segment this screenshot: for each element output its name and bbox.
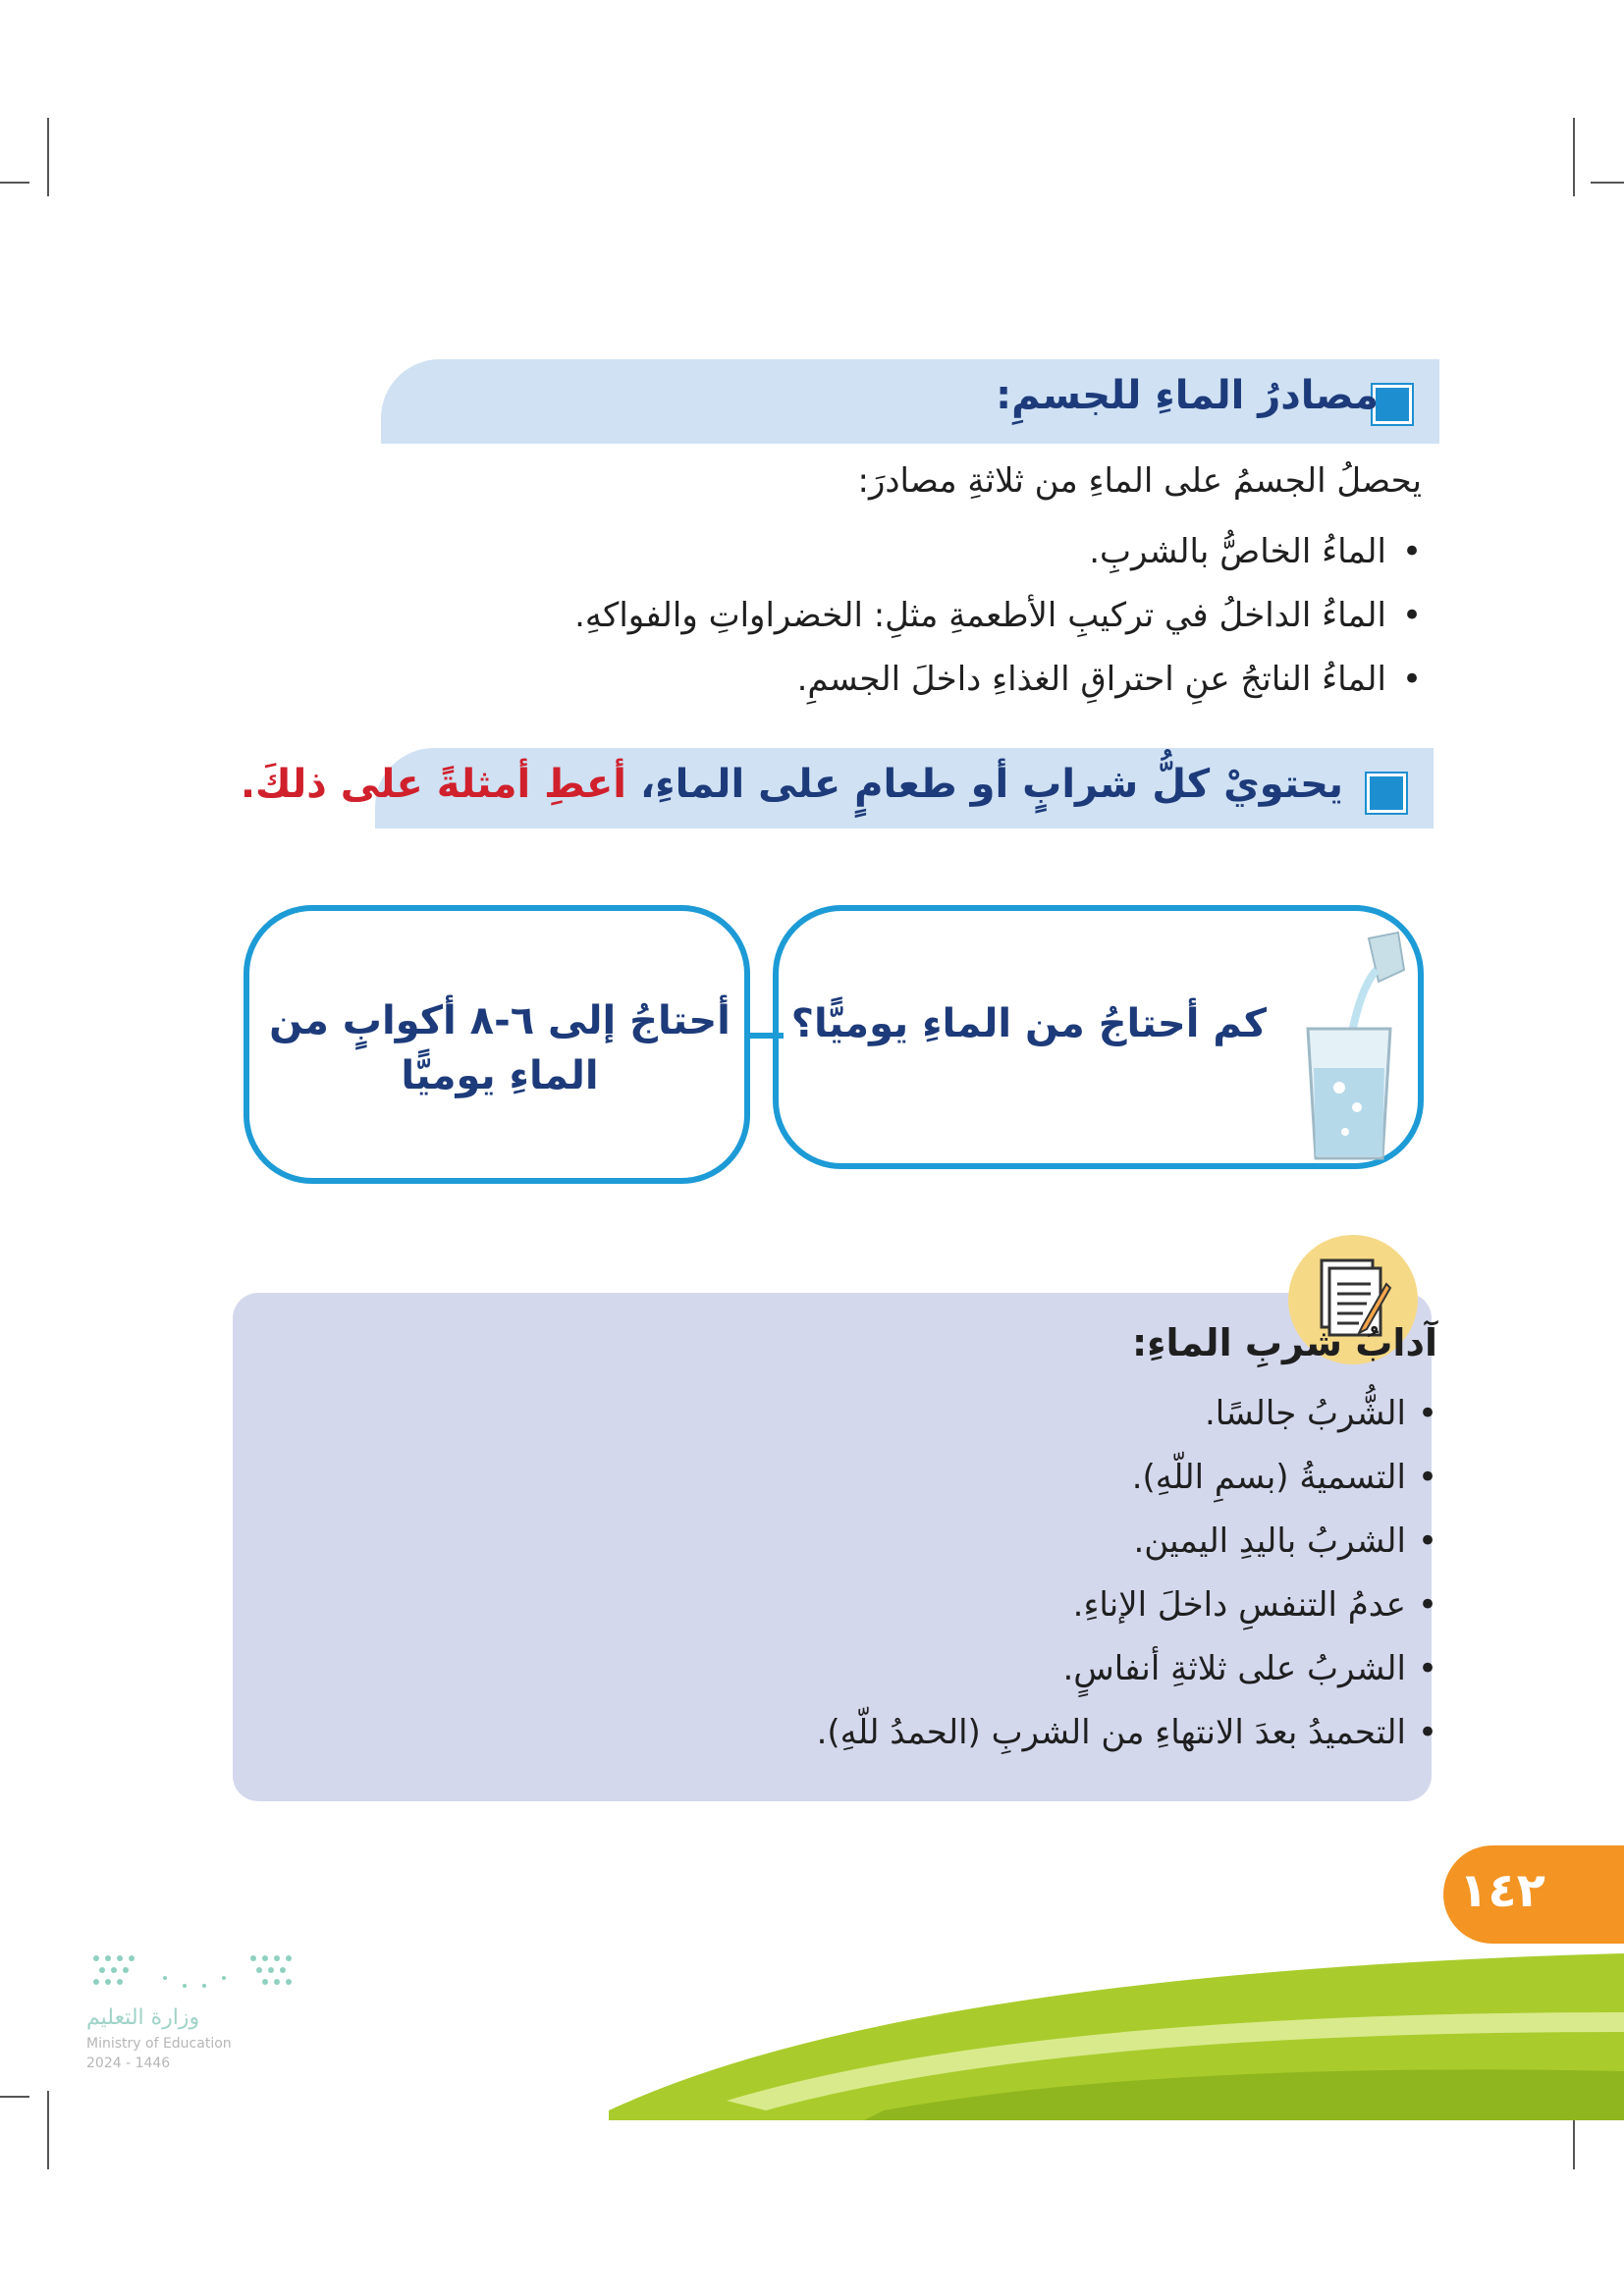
- page-number-tab: [1443, 1845, 1624, 1944]
- list-item: • الماءُ الناتجُ عنِ احتراقِ الغذاءِ داخلَ الجسمِ.: [574, 648, 1422, 712]
- answer-line: أحتاجُ إلى ٦-٨ أكوابٍ من: [269, 998, 731, 1043]
- prompt-instruction: أعطِ أمثلةً على ذلكَ.: [240, 762, 626, 807]
- question-box: [773, 905, 1424, 1169]
- list-item: • الشربُ على ثلاثةِ أنفاسٍ.: [817, 1637, 1437, 1701]
- list-item: • الشُّربُ جالسًا.: [817, 1382, 1437, 1446]
- section-header-band: [381, 359, 1439, 444]
- etiquette-list: [817, 1382, 1437, 1765]
- list-item: • الماءُ الخاصُّ بالشربِ.: [574, 520, 1422, 584]
- page-number: ١٤٢: [1459, 1863, 1545, 1918]
- list-item: • الماءُ الداخلُ في تركيبِ الأطعمةِ مثلِ: الخضراواتِ والفواكهِ.: [574, 584, 1422, 648]
- water-glass-icon: [1300, 931, 1408, 1166]
- ministry-name-english: Ministry of Education: [86, 2036, 232, 2052]
- intro-text: يحصلُ الجسمُ على الماءِ من ثلاثةِ مصادرَ:: [857, 461, 1422, 501]
- prompt-band: [240, 748, 1434, 828]
- list-item: • عدمُ التنفسِ داخلَ الإناءِ.: [817, 1574, 1437, 1637]
- answer-line: الماءِ يوميًّا: [401, 1053, 599, 1098]
- list-item: • الشربُ باليدِ اليمين.: [817, 1510, 1437, 1574]
- answer-box: [244, 905, 750, 1184]
- etiquette-title: آدابُ شربِ الماءِ:: [1131, 1321, 1437, 1364]
- crop-mark: [0, 182, 29, 184]
- prompt-statement: يحتويْ كلُّ شرابٍ أو طعامٍ على الماءِ،: [639, 762, 1343, 807]
- ministry-logo: [86, 1949, 302, 1998]
- section-title: مصادرُ الماءِ للجسمِ:: [996, 373, 1379, 418]
- crop-mark: [47, 2091, 49, 2169]
- crop-mark: [1573, 118, 1575, 196]
- sources-list: [574, 520, 1422, 712]
- crop-mark: [0, 2096, 29, 2098]
- crop-mark: [47, 118, 49, 196]
- square-bullet-icon: [1373, 385, 1412, 424]
- answer-text: [269, 993, 731, 1103]
- green-wave-decoration: [609, 1953, 1624, 2120]
- crop-mark: [1591, 182, 1624, 184]
- ministry-name-arabic: وزارة التعليم: [86, 2005, 200, 2030]
- square-bullet-icon: [1367, 774, 1406, 813]
- list-item: • التحميدُ بعدَ الانتهاءِ من الشربِ (الحمدُ للّهِ).: [817, 1701, 1437, 1765]
- ministry-year: 2024 - 1446: [86, 2056, 171, 2071]
- list-item: • التسميةُ (بسمِ اللّهِ).: [817, 1446, 1437, 1510]
- prompt-text: [241, 762, 1343, 807]
- question-text: كم أحتاجُ من الماءِ يوميًّا؟: [790, 1001, 1267, 1046]
